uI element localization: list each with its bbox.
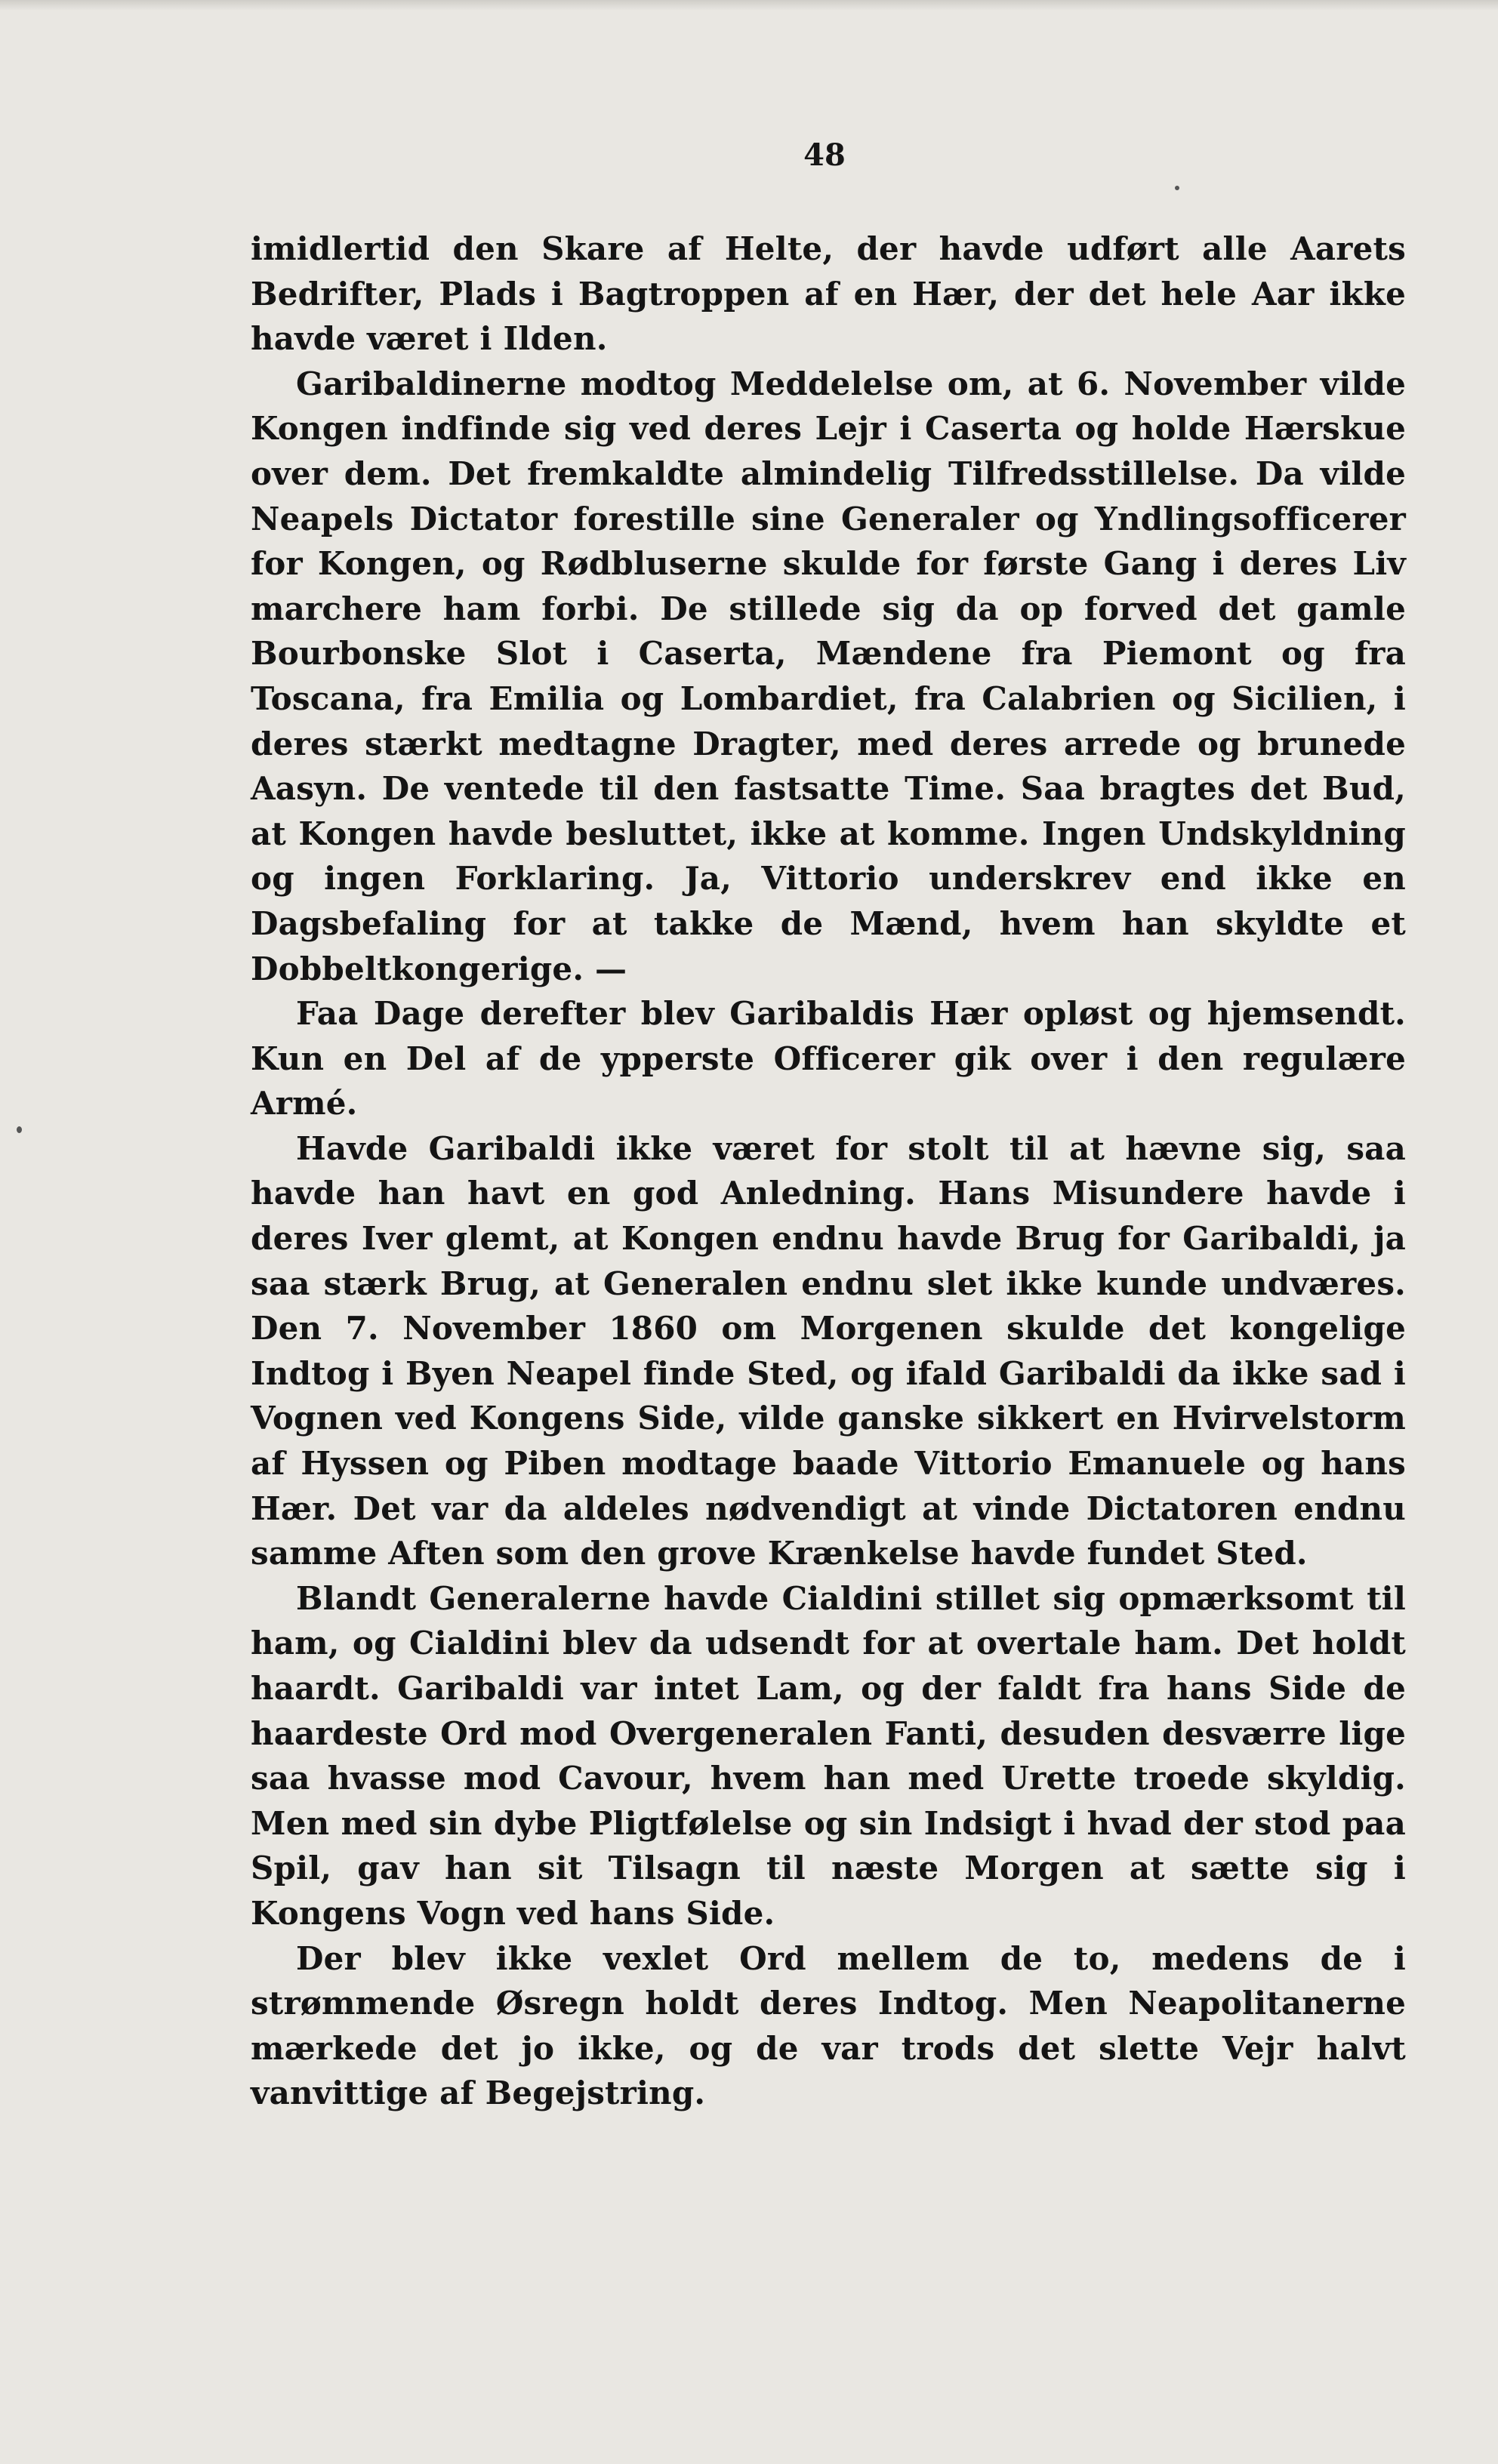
paragraph: imidlertid den Skare af Helte, der havde udført alle Aarets Bedrifter, Plads i Bagtroppen af en Hær, der det hele Aar ikke havde været i Ilden.: [251, 230, 1406, 358]
scan-edge-shadow: [0, 0, 1498, 11]
paragraph: Havde Garibaldi ikke været for stolt til at hævne sig, saa havde han havt en god Anledning. Hans Misundere havde i deres Iver glemt, at Kongen endnu havde Brug for Garibaldi, ja saa stærk Brug, at Generalen endnu slet ikke kunde undværes. Den 7. November 1860 om Morgenen skulde det kongelige Indtog i Byen Neapel finde Sted, og ifald Garibaldi da ikke sad i Vognen ved Kongens Side, vilde ganske sikkert en Hvirvelstorm af Hyssen og Piben modtage baade Vittorio Emanuele og hans Hær. Det var da aldeles nødvendigt at vinde Dictatoren endnu samme Aften som den grove Krænkelse havde fundet Sted.: [251, 1129, 1406, 1572]
page-number: 48: [803, 137, 846, 173]
paragraph: Der blev ikke vexlet Ord mellem de to, medens de i strømmende Øsregn holdt deres Indtog. Men Neapolitanerne mærkede det jo ikke, og de var trods det slette Vejr halvt vanvittige af Begejstring.: [251, 1939, 1406, 2112]
paragraph: Garibaldinerne modtog Meddelelse om, at 6. November vilde Kongen indfinde sig ved deres Lejr i Caserta og holde Hærskue over dem. Det fremkaldte almindelig Tilfredsstillelse. Da vilde Neapels Dictator forestille sine Generaler og Yndlingsofficerer for Kongen, og Rødbluserne skulde for første Gang i deres Liv marchere ham forbi. De stillede sig da op forved det gamle Bourbonske Slot i Caserta, Mændene fra Piemont og fra Toscana, fra Emilia og Lombardiet, fra Calabrien og Sicilien, i deres stærkt medtagne Dragter, med deres arrede og brunede Aasyn. De ventede til den fastsatte Time. Saa bragtes det Bud, at Kongen havde besluttet, ikke at komme. Ingen Undskyldning og ingen Forklaring. Ja, Vittorio underskrev end ikke en Dagsbefaling for at takke de Mænd, hvem han skyldte et Dobbeltkongerige. —: [251, 365, 1406, 987]
paragraph: Faa Dage derefter blev Garibaldis Hær opløst og hjemsendt. Kun en Del af de ypperste Officerer gik over i den regulære Armé.: [251, 995, 1406, 1123]
dust-speck: [17, 1126, 22, 1133]
paragraph: Blandt Generalerne havde Cialdini stillet sig opmærksomt til ham, og Cialdini blev da udsendt for at overtale ham. Det holdt haardt. Garibaldi var intet Lam, og der faldt fra hans Side de haardeste Ord mod Overgeneralen Fanti, desuden desværre lige saa hvasse mod Cavour, hvem han med Urette troede skyldig. Men med sin dybe Pligtfølelse og sin Indsigt i hvad der stod paa Spil, gav han sit Tilsagn til næste Morgen at sætte sig i Kongens Vogn ved hans Side.: [251, 1579, 1406, 1932]
body-text: [251, 226, 1406, 2116]
dust-speck: [1175, 186, 1179, 190]
